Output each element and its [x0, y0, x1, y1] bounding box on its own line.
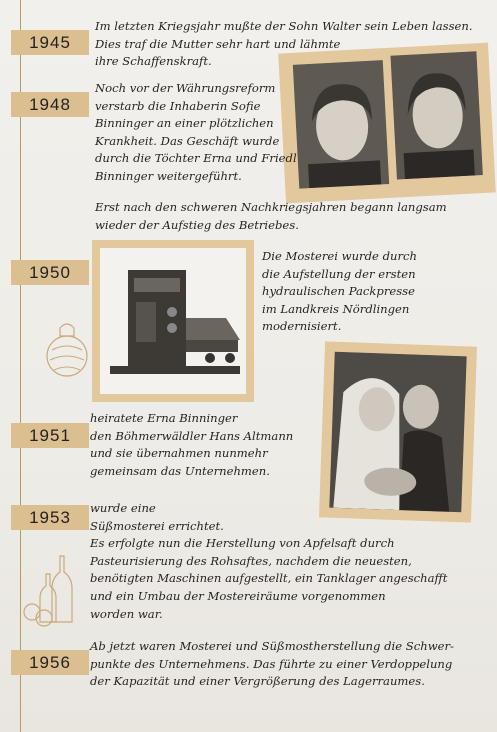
text-line: modernisiert. [262, 319, 342, 334]
portrait-photo-frame [278, 43, 496, 204]
year-label-1948: 1948 [11, 92, 89, 117]
text-line: Süßmosterei errichtet. [90, 518, 224, 533]
text-line: gemeinsam das Unternehmen. [90, 463, 270, 478]
wedding-photo-frame [319, 341, 477, 522]
text-line: wurde eine [90, 501, 156, 515]
text-line: Binninger an einer plötzlichen [95, 116, 274, 131]
text-1950 [262, 248, 417, 336]
text-line: punkte des Unternehmens. Das führte zu einer Verdoppelung [90, 656, 453, 671]
text-line: im Landkreis Nördlingen [262, 301, 410, 316]
text-1956 [90, 638, 454, 691]
text-line: den Böhmerwäldler Hans Altmann [90, 428, 294, 443]
packpress-image [100, 248, 246, 394]
text-1953 [90, 500, 447, 623]
portrait-left-image [293, 60, 389, 189]
year-label-1950: 1950 [11, 260, 89, 285]
year-label-1951: 1951 [11, 423, 89, 448]
text-line: ihre Schaffenskraft. [95, 54, 212, 69]
basket-sketch-icon [44, 320, 90, 380]
text-line: Es erfolgte nun die Herstellung von Apfelsaft durch [90, 536, 395, 551]
text-line: Die Mosterei wurde durch [262, 249, 417, 263]
text-line: Krankheit. Das Geschäft wurde [95, 133, 280, 148]
press-illustration-frame [92, 240, 254, 402]
wedding-photo [329, 352, 466, 513]
bottles-apples-sketch-icon [22, 552, 82, 628]
text-line: Ab jetzt waren Mosterei und Süßmostherstellung die Schwer- [90, 639, 454, 653]
text-line: Noch vor der Währungsreform [95, 81, 276, 95]
portrait-right-image [390, 51, 482, 179]
text-line: hydraulischen Packpresse [262, 284, 415, 299]
portrait-photo-right [390, 51, 482, 179]
press-illustration [100, 248, 246, 394]
text-line: wieder der Aufstieg des Betriebes. [95, 217, 299, 232]
year-label-1956: 1956 [11, 650, 89, 675]
year-label-1953: 1953 [11, 505, 89, 530]
text-line: heiratete Erna Binninger [90, 411, 238, 425]
text-line: verstarb die Inhaberin Sofie [95, 98, 261, 113]
text-line: Dies traf die Mutter sehr hart und lähmte [95, 36, 341, 51]
text-line: Im letzten Kriegsjahr mußte der Sohn Walter sein Leben lassen. [95, 19, 473, 33]
text-line: der Kapazität und einer Vergrößerung des Lagerraumes. [90, 674, 425, 689]
text-line: Pasteurisierung des Rohsaftes, nachdem die neuesten, [90, 553, 412, 568]
portrait-photo-left [293, 60, 389, 189]
wedding-image [329, 352, 466, 513]
text-line: und sie übernahmen nunmehr [90, 446, 268, 461]
text-line: durch die Töchter Erna und Friedl [95, 151, 297, 166]
text-line: Erst nach den schweren Nachkriegsjahren begann langsam [95, 200, 447, 214]
text-line: worden war. [90, 606, 163, 621]
text-postwar [95, 199, 447, 234]
text-1948 [95, 80, 297, 186]
text-line: benötigten Maschinen aufgestellt, ein Tanklager angeschafft [90, 571, 448, 586]
text-1951 [90, 410, 293, 480]
year-label-1945: 1945 [11, 30, 89, 55]
text-line: und ein Umbau der Mostereiräume vorgenommen [90, 588, 386, 603]
text-line: Binninger weitergeführt. [95, 168, 242, 183]
text-line: die Aufstellung der ersten [262, 266, 416, 281]
